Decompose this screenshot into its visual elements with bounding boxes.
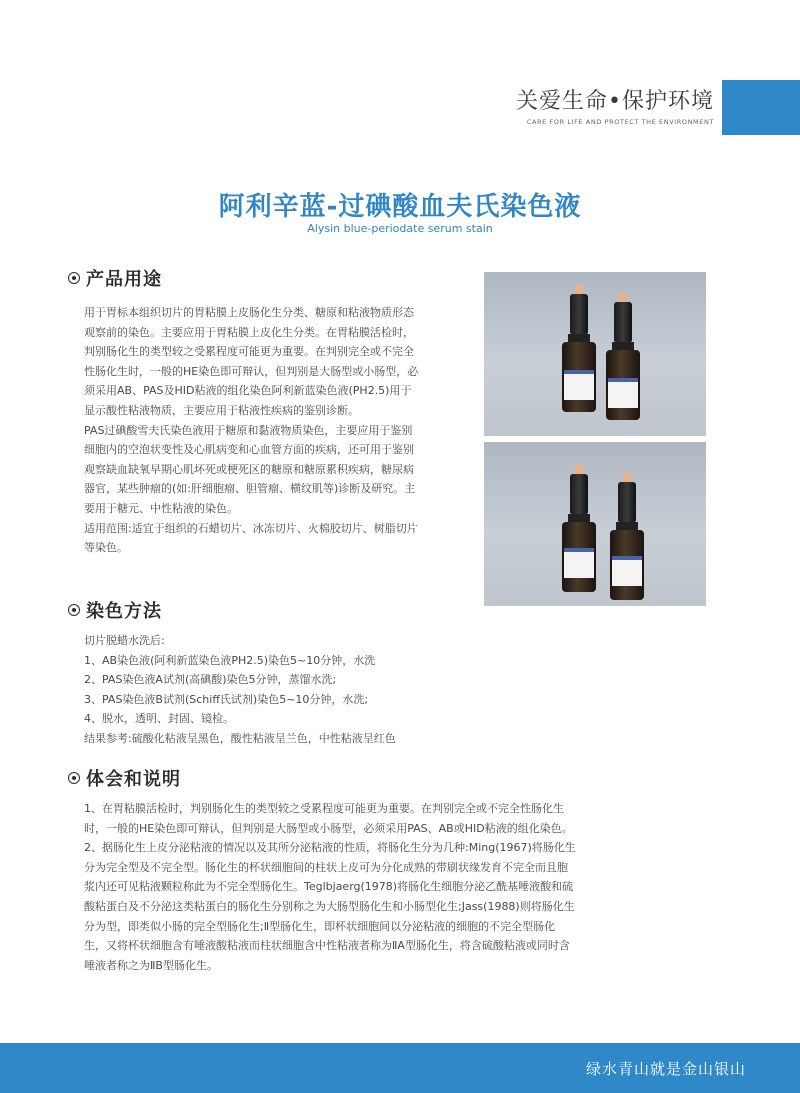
method-line: 3、PAS染色液B试剂(Schiff氏试剂)染色5~10分钟，水洗; xyxy=(84,692,369,706)
method-line: 切片脱蜡水洗后: xyxy=(84,634,165,647)
page-title: 阿利辛蓝-过碘酸血夫氏染色液 xyxy=(218,192,582,222)
section-heading-method xyxy=(68,597,162,623)
circle-bullet-icon xyxy=(68,772,80,784)
header-accent-block xyxy=(722,80,800,135)
notes-body xyxy=(84,799,576,975)
reagent-bottle xyxy=(562,284,596,424)
method-body xyxy=(84,631,544,749)
reagent-bottle xyxy=(606,292,640,432)
usage-paragraph: 用于胃标本组织切片的胃粘膜上皮肠化生分类、糖原和粘液物质形态观察前的染色。主要应用于胃粘膜上皮化生分类。在胃粘膜活检时，判别肠化生的类型较之受累程度可能更为重要。在判别完全或不完全性肠化生时，一般的HE染色即可辩认，但判别是大肠型或小肠型，必须采用AB、PAS及HID粘液的组化染色阿利新蓝染色液(PH2.5)用于显示酸性粘液物质，主要应用于粘液性疾病的鉴别诊断。 xyxy=(84,306,419,417)
circle-bullet-icon xyxy=(68,272,80,284)
usage-paragraph: PAS过碘酸雪夫氏染色液用于糖原和黏液物质染色，主要应用于鉴别细胞内的空泡状变性及心肌病变和心血管方面的疾病，还可用于鉴别观察缺血缺氧早期心肌坏死或梗死区的糖原和糖原累积疾病，糖尿病器官，某些肿瘤的(如:肝细胞瘤、胆管瘤、横纹肌等)诊断及研究。主要用于糖元、中性粘液的染色。 xyxy=(84,423,416,515)
method-line: 2、PAS染色液A试剂(高碘酸)染色5分钟，蒸馏水洗; xyxy=(84,673,337,687)
page-subtitle: Alysin blue-periodate serum stain xyxy=(307,222,493,235)
header-slogan xyxy=(516,88,714,126)
slogan-english: CARE FOR LIFE AND PROTECT THE ENVIRONMENT xyxy=(526,118,714,126)
method-line: 1、AB染色液(阿利新蓝染色液PH2.5)染色5~10分钟，水洗 xyxy=(84,653,376,667)
product-photo-1 xyxy=(484,272,706,436)
method-line: 4、脱水，透明、封固、镜检。 xyxy=(84,712,234,726)
reagent-bottle xyxy=(610,472,644,606)
footer-slogan: 绿水青山就是金山银山 xyxy=(585,1060,746,1078)
section-title: 染色方法 xyxy=(86,601,162,622)
section-title: 体会和说明 xyxy=(86,769,181,790)
section-heading-usage xyxy=(68,265,162,291)
section-title: 产品用途 xyxy=(86,269,162,290)
notes-paragraph: 2、据肠化生上皮分泌粘液的情况以及其所分泌粘液的性质，将肠化生分为几种:Ming(1967)将肠化生分为完全型及不完全型。肠化生的杯状细胞间的柱状上皮可为分化成熟的带刷状缘发育不完全而且胞浆内还可见粘液颗粒称此为不完全型肠化生。Teglbjaerg(1978)将肠化生细胞分泌乙酰基唾液酸和硫酸粘蛋白及不分泌这类粘蛋白的肠化生分别称之为大肠型肠化生和小肠型化生;Jass(1988)则将肠化生分为型，即类似小肠的完全型肠化生;Ⅱ型肠化生，即杯状细胞间以分泌粘液的细胞的不完全型肠化生，又将杯状细胞含有唾液酸粘液而柱状细胞含中性粘液者称为ⅡA型肠化生，将含硫酸粘液或同时含唾液者称之为ⅡB型肠化生。 xyxy=(84,841,576,972)
usage-paragraph: 适用范围:适宜于组织的石蜡切片、冰冻切片、火棉胶切片、树脂切片等染色。 xyxy=(84,521,418,555)
section-heading-notes xyxy=(68,765,181,791)
usage-body xyxy=(84,303,420,558)
footer-bar xyxy=(0,1043,800,1093)
notes-paragraph: 1、在胃粘膜活检时，判别肠化生的类型较之受累程度可能更为重要。在判别完全或不完全性肠化生时，一般的HE染色即可辩认，但判别是大肠型或小肠型，必须采用PAS、AB或HID粘液的组化染色。 xyxy=(84,802,573,835)
reagent-bottle xyxy=(562,464,596,604)
circle-bullet-icon xyxy=(68,604,80,616)
product-photo-2 xyxy=(484,442,706,606)
method-line: 结果参考:硫酸化粘液呈黑色，酸性粘液呈兰色，中性粘液呈红色 xyxy=(84,731,396,745)
slogan-text: 关爱生命•保护环境 xyxy=(516,89,714,114)
